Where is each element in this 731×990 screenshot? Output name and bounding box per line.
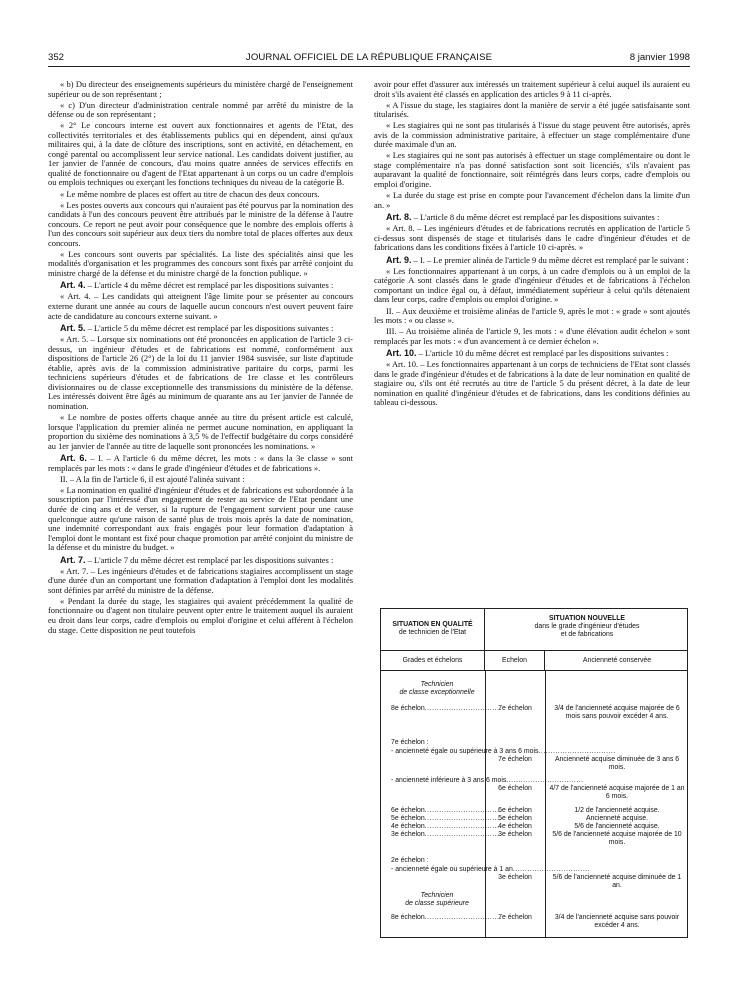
table-cell-anciennete: 5/6 de l'ancienneté acquise. (574, 823, 660, 830)
article-text: – L'article 5 du même décret est remplacé par les dispositions suivantes : (85, 323, 334, 334)
article-number: Art. 8. (386, 212, 412, 223)
table-header-row (381, 609, 687, 651)
paragraph: « Art. 7. – Les ingénieurs d'études et de fabrications stagiaires accomplissent un stage d'une durée d'un an comportant une formation d'adaptation à l'emploi dont les modalités sont définies par arrêté du ministre de la défense. (48, 565, 353, 595)
header-current-title: SITUATION EN QUALITÉ (392, 621, 473, 628)
article-number: Art. 9. (386, 254, 412, 265)
paragraph: « Les concours sont ouverts par spécialités. La liste des spécialités ainsi que les modalités d'organisation et les programmes des concours sont fixés par arrêté conjoint du ministre chargé de la défense et du ministre chargé de la fonction publique. » (48, 248, 353, 278)
col-header-echelon: Echelon (485, 651, 545, 670)
table-cell-grade (391, 892, 483, 908)
article-text: – L'article 8 du même décret est remplacé par les dispositions suivantes : (411, 212, 660, 223)
article-heading (374, 213, 690, 223)
paragraph: « 2° Le concours interne est ouvert aux fonctionnaires et agents de l'Etat, des collectivités territoriales et des établissements publics qui en dépendent, ainsi qu'aux militaires qui, à la date de clôture des inscriptions, sont en activité, en détachement, en congé parental ou accomplissent leur service national. Les candidats doivent justifier, au 1er janvier de l'année de concours, d'au moins quatre années de services effectifs en qualité de fonctionnaire ou d'agent de l'Etat appartenant à un corps ou un cadre d'emplois ou emplois techniques ou exerçant les fonctions techniques du niveau de la catégorie B. (48, 120, 353, 188)
table-cell-anciennete: Ancienneté acquise. (585, 815, 649, 822)
table-cell-grade (391, 866, 513, 874)
paragraph: III. – Au troisième alinéa de l'article 9, les mots : « d'une élévation audit échelon » sont remplacés par les mots : « d'un avancement à ce dernier échelon ». (374, 326, 690, 346)
table-cell-echelon: 4e échelon (498, 823, 532, 830)
grade-label: 2e échelon : (391, 857, 429, 864)
table-cell-echelon: 7e échelon (498, 914, 532, 921)
article-text: – I. – Le premier alinéa de l'article 9 du même décret est remplacé par le suivant : (411, 254, 689, 265)
table-cell-grade (391, 807, 483, 815)
grade-label: - ancienneté inférieure à 3 ans 6 mois ..... (391, 777, 483, 785)
table-cell-anciennete: 5/6 de l'ancienneté acquise diminuée de 1 an. (552, 874, 682, 890)
table-cell-grade (391, 823, 483, 831)
table-cell-echelon: 3e échelon (498, 874, 532, 881)
table-cell-grade (391, 831, 483, 839)
grade-sublabel: de classe exceptionnelle (399, 689, 475, 697)
paragraph: avoir pour effet d'assurer aux intéressés un traitement supérieur à celui auquel ils auraient eu droit s'ils avaient été classés en application des articles 9 à 11 ci-après. (374, 79, 690, 99)
grade-label: 4e échelon ..... (391, 823, 483, 831)
paragraph: II. – Aux deuxième et troisième alinéas de l'article 9, après le mot : « grade » sont ajoutés les mots : « ou classe ». (374, 305, 690, 326)
header-current-subtitle: de technicien de l'Etat (398, 629, 467, 637)
table-cell-echelon: 6e échelon (498, 807, 532, 814)
article-text: – L'article 10 du même décret est remplacé par les dispositions suivantes : (416, 348, 669, 359)
table-cell-echelon: 6e échelon (498, 785, 532, 792)
article-number: Art. 7. (60, 554, 86, 565)
header-rule (48, 66, 690, 67)
article-text: – L'article 7 du même décret est remplacé par les dispositions suivantes : (85, 554, 334, 565)
header-new-title: SITUATION NOUVELLE (548, 615, 626, 622)
article-number: Art. 5. (60, 323, 86, 334)
header-new-subtitle-2: et de fabrications (560, 631, 614, 639)
article-text: – I. – A l'article 6 du même décret, les mots : « dans la 3e classe » sont remplacés par les mots : « dans le grade d'ingénieur d'études et de fabrications ». (48, 453, 353, 473)
right-text-column (374, 80, 690, 600)
col-header-grades: Grades et échelons (381, 651, 485, 670)
paragraph: « La durée du stage est prise en compte pour l'avancement d'échelon dans la limite d'un an. » (374, 190, 690, 210)
paragraph: « b) Du directeur des enseignements supérieurs du ministère chargé de l'enseignement supérieur ou de son représentant ; (48, 79, 353, 99)
table-cell-anciennete: 5/6 de l'ancienneté acquise majorée de 10 mois. (552, 831, 682, 847)
grade-label: Technicien (420, 681, 454, 688)
table-cell-grade (391, 739, 483, 747)
paragraph: « Les stagiaires qui ne sont pas titularisés à l'issue du stage peuvent être autorisés, après avis de la commission administrative paritaire, à effectuer un stage complémentaire d'une durée maximale d'un an. (374, 120, 690, 150)
article-heading (48, 281, 353, 291)
table-cell-grade (391, 777, 507, 785)
paragraph: « Art. 5. – Lorsque six nominations ont été prononcées en application de l'article 3 ci-dessus, un ingénieur d'études et de fabrications est nommé, conformément aux dispositions de l'article 26 (2°) de la loi du 11 janvier 1984 susvisée, sur liste d'aptitude établie, après avis de la commission administrative paritaire du corps, parmi les techniciens supérieurs d'études et de fabrications de 1re classe et les contrôleurs divisionnaires ou de classe exceptionnelle des transmissions du ministère de la défense. Les intéressés doivent être âgés au minimum de quarante ans au 1er janvier de l'année de nomination. (48, 334, 353, 411)
table-subheader-row (381, 651, 687, 671)
paragraph: « A l'issue du stage, les stagiaires dont la manière de servir a été jugée satisfaisante sont titularisés. (374, 99, 690, 120)
grade-label: 3e échelon ..... (391, 831, 483, 839)
table-cell-echelon: 5e échelon (498, 815, 532, 822)
table-divider (545, 671, 546, 937)
paragraph: « Le nombre de postes offerts chaque année au titre du présent article est calculé, lorsque l'application du premier alinéa ne permet aucune nomination, en appliquant la proportion du sixième des nominations à 3,5 % de l'effectif budgétaire du corps considéré au 1er janvier de l'année au titre de laquelle sont prononcées les nominations. » (48, 412, 353, 451)
grade-label: 8e échelon ..... (391, 914, 483, 922)
table-header-current (381, 609, 485, 650)
header-new-subtitle-1: dans le grade d'ingénieur d'études (534, 623, 640, 631)
paragraph: « La nomination en qualité d'ingénieur d'études et de fabrications est subordonnée à la souscription par l'intéressé d'un engagement de rester au service de l'Etat pendant une durée de cinq ans et de verser, si la rupture de l'engagement survient pour une cause quelconque autre qu'une raison de santé plus de trois mois après la date de nomination, une indemnité correspondant aux frais engagés pour leur formation d'adaptation à l'emploi dont le montant est fixé pour chaque promotion par arrêté conjoint du ministre de la défense et du ministre du budget. » (48, 484, 353, 553)
grade-label: - ancienneté égale ou supérieure à 3 ans 6 mois ..... (391, 748, 483, 756)
table-cell-echelon: 7e échelon (498, 756, 532, 763)
paragraph: « Art. 8. – Les ingénieurs d'études et de fabrications recrutés en application de l'article 5 ci-dessus sont dispensés de stage et titularisés dans le cadre d'ingénieur d'études et de fabrications dans les conditions fixées à l'article 10 ci-après. » (374, 223, 690, 253)
table-cell-grade (391, 681, 483, 697)
article-number: Art. 4. (60, 280, 86, 291)
article-heading (374, 256, 690, 266)
issue-date: 8 janvier 1998 (629, 52, 690, 63)
article-number: Art. 6. (60, 453, 87, 464)
table-cell-grade (391, 748, 539, 756)
grade-label: 5e échelon ..... (391, 815, 483, 823)
journal-title: JOURNAL OFFICIEL DE LA RÉPUBLIQUE FRANÇAISE (245, 52, 493, 63)
left-text-column (48, 80, 353, 980)
classification-table (380, 608, 688, 938)
article-heading (48, 454, 353, 473)
table-cell-anciennete: 4/7 de l'ancienneté acquise majorée de 1 an 6 mois. (549, 785, 685, 801)
grade-sublabel: de classe supérieure (405, 900, 469, 908)
grade-label: - ancienneté égale ou supérieure à 1 an ..... (391, 866, 483, 874)
article-text: – L'article 4 du même décret est remplacé par les dispositions suivantes : (85, 280, 334, 291)
table-header-new (485, 609, 689, 650)
paragraph: « c) D'un directeur d'administration centrale nommé par arrêté du ministre de la défense ou de son représentant ; (48, 99, 353, 120)
grade-label: 6e échelon ..... (391, 807, 483, 815)
page-number: 352 (48, 52, 65, 63)
article-heading (48, 556, 353, 566)
table-cell-grade (391, 857, 483, 865)
paragraph: « Pendant la durée du stage, les stagiaires qui avaient précédemment la qualité de fonctionnaire ou d'agent non titulaire peuvent opter entre le traitement auquel ils auraient eu droit dans leur corps, cadre d'emplois ou emploi d'origine et celui afférent à l'échelon du stage. Cette disposition ne peut toutefois (48, 595, 353, 635)
table-cell-anciennete: Ancienneté acquise diminuée de 3 ans 6 mois. (554, 756, 680, 772)
table-cell-anciennete: 3/4 de l'ancienneté acquise majorée de 6 mois sans pouvoir excéder 4 ans. (554, 705, 680, 721)
paragraph: « Les fonctionnaires appartenant à un corps, à un cadre d'emplois ou à un emploi de la catégorie A sont classés dans le grade d'ingénieur d'études et de fabrications à l'échelon comportant un indice égal ou, à défaut, immédiatement supérieur à celui qu'ils détenaient dans leur corps, cadre d'emplois ou emploi d'origine. » (374, 265, 690, 305)
article-number: Art. 10. (386, 348, 417, 359)
paragraph: « Art. 4. – Les candidats qui atteignent l'âge limite pour se présenter au concours externe durant une année au cours de laquelle aucun concours n'est ouvert peuvent faire acte de candidature au concours externe suivant. » (48, 291, 353, 321)
paragraph: « Les postes ouverts aux concours qui n'auraient pas été pourvus par la nomination des candidats à l'un des concours peuvent être attribués par le ministre de la défense à l'autre concours. Ce report ne peut avoir pour conséquence que le nombre des emplois offerts à l'un des concours soit supérieur aux deux tiers du nombre total de places offertes aux deux concours. (48, 199, 354, 248)
paragraph: II. – A la fin de l'article 6, il est ajouté l'alinéa suivant : (60, 473, 245, 484)
grade-label: Technicien (420, 892, 454, 899)
table-cell-grade (391, 705, 483, 713)
grade-label: 8e échelon ..... (391, 705, 483, 713)
grade-label: 7e échelon : (391, 739, 429, 746)
paragraph: « Art. 10. – Les fonctionnaires appartenant à un corps de techniciens de l'Etat sont classés dans le grade d'ingénieur d'études et de fabrications à la date de leur nomination en qualité de stagiaire ou, s'ils ont été recrutés au titre de l'article 5 du présent décret, à la date de leur nomination en qualité d'ingénieur d'études et de fabrications, dans les conditions définies au tableau ci-dessous. (374, 359, 690, 408)
table-cell-echelon: 3e échelon (498, 831, 532, 838)
table-cell-anciennete: 1/2 de l'ancienneté acquise. (574, 807, 660, 814)
article-heading (48, 324, 353, 334)
paragraph: « Le même nombre de places est offert au titre de chacun des deux concours. (60, 188, 320, 199)
paragraph: « Les stagiaires qui ne sont pas autorisés à effectuer un stage complémentaire ou dont le stage complémentaire n'a pas donné satisfaction sont soit licenciés, s'ils n'avaient pas auparavant la qualité de fonctionnaire, soit réintégrés dans leurs corps, cadre d'emplois ou emploi d'origine. (374, 150, 690, 189)
table-cell-grade (391, 914, 483, 922)
table-cell-echelon: 7e échelon (498, 705, 532, 712)
col-header-anciennete: Ancienneté conservée (582, 657, 652, 664)
table-cell-grade (391, 815, 483, 823)
table-cell-anciennete: 3/4 de l'ancienneté acquise sans pouvoir excéder 4 ans. (554, 914, 680, 930)
article-heading (374, 349, 690, 359)
